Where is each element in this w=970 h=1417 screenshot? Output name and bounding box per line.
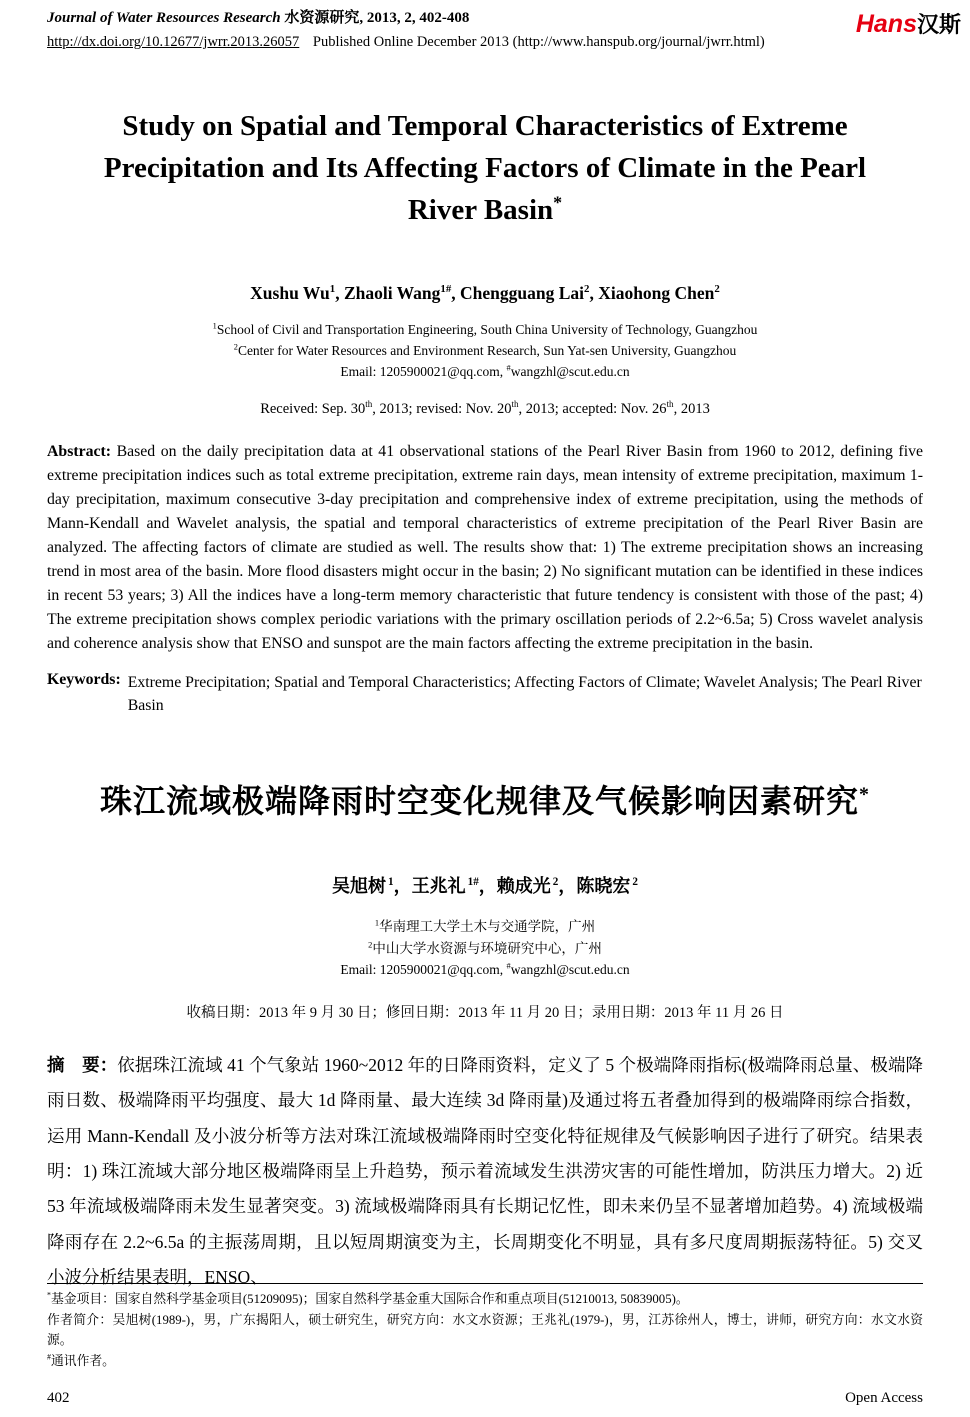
received-dates-en (47, 398, 923, 418)
affiliations-en (47, 320, 923, 383)
author-separator: ， (558, 876, 577, 897)
affiliation-line (47, 916, 923, 938)
article-title-en (75, 105, 895, 231)
journal-title-line (47, 8, 923, 30)
footnote-text: 基金项目：国家自然科学基金项目(51209095)；国家自然科学基金重大国际合作和重点项目(51210013, 50839005)。 (50, 1292, 689, 1307)
affiliation-text: School of Civil and Transportation Engineering, South China University of Technology, Guangzhou (216, 321, 758, 337)
published-online-text: Published Online December 2013 (http://www.hanspub.org/journal/jwrr.html) (312, 33, 765, 50)
author-superscript: 1# (467, 876, 479, 889)
email-text[interactable]: wangzhl@scut.edu.cn (510, 962, 630, 978)
author-name: 陈晓宏 (576, 876, 631, 897)
footnotes (47, 1283, 923, 1371)
author-name: Chengguang Lai (460, 282, 585, 303)
author-name: 王兆礼 (411, 876, 466, 897)
author-name: Zhaoli Wang (343, 282, 441, 303)
affiliation-text: Center for Water Resources and Environment Research, Sun Yat-sen University, Guangzhou (237, 342, 737, 358)
author (598, 283, 720, 303)
journal-header (47, 8, 961, 53)
author-superscript: 2 (584, 283, 590, 296)
footnote-text: 通讯作者。 (50, 1353, 115, 1368)
received-segment: , 2013 (673, 400, 710, 417)
journal-title-en: Journal of Water Resources Research (47, 10, 281, 26)
footnote-text: 作者简介：吴旭树(1989-)，男，广东揭阳人，硕士研究生，研究方向：水文水资源；王兆礼(1979-)，男，江苏徐州人，博士，讲师，研究方向：水文水资源。 (47, 1312, 923, 1348)
author (497, 876, 577, 896)
author-separator: ， (478, 876, 497, 897)
email-line (47, 959, 923, 981)
affiliation-superscript: 1 (374, 918, 380, 928)
affiliations-cn (47, 916, 923, 981)
email-text[interactable]: wangzhl@scut.edu.cn (510, 363, 630, 379)
hans-publisher-logo (856, 6, 961, 42)
received-segment: Received: Sep. 30 (260, 400, 366, 417)
abstract-text-cn: 依据珠江流域 41 个气象站 1960~2012 年的日降雨资料，定义了 5 个极端降雨指标(极端降雨总量、极端降雨日数、极端降雨平均强度、最大 1d 降雨量、最大连续 3d 降雨量)及通过将五者叠加得到的极端降雨综合指数，运用 Mann-Kendall 及小波分析等方法对珠江流域极端降雨时空变化特征规律及气候影响因子进行了研究。结果表明：1) 珠江流域大部分地区极端降雨呈上升趋势，预示着流域发生洪涝灾害的可能性增加，防洪压力增大。2) 近 53 年流域极端降雨未发生显著突变。3) 流域极端降雨具有长期记忆性，即未来仍呈不显著增加趋势。4) 流域极端降雨存在 2.2~6.5a 的主振荡周期，且以短周期演变为主，长周期变化不明显，具有多尺度周期振荡特征。5) 交叉小波分析结果表明，ENSO、 (47, 1054, 924, 1287)
hans-logo-cn-text: 汉斯 (916, 12, 961, 37)
author-name: Xushu Wu (250, 282, 330, 303)
email-text[interactable]: Email: 1205900021@qq.com, (340, 962, 507, 978)
author (576, 876, 638, 896)
affiliation-superscript: 2 (233, 342, 238, 352)
author-separator: , (589, 282, 599, 303)
author-superscript: 1 (329, 283, 336, 296)
article-title-en-text: Study on Spatial and Temporal Characteristics of Extreme Precipitation and Its Affecting Factors of Climate in the Pearl River Basin (103, 109, 867, 226)
journal-title-cn: 水资源研究, 2013, 2, 402-408 (284, 10, 470, 26)
footnote-corresponding-author (47, 1351, 923, 1371)
author-superscript: 2 (552, 876, 559, 889)
title-footnote-marker: * (859, 783, 870, 806)
footnote-author-bio (47, 1310, 923, 1351)
page-footer (47, 1390, 923, 1407)
abstract-en (47, 440, 923, 656)
author-superscript: 1# (440, 283, 452, 296)
page-number: 402 (47, 1390, 70, 1406)
footnote-marker: * (47, 1290, 51, 1300)
affiliation-text: 中山大学水资源与环境研究中心，广州 (372, 940, 602, 956)
email-line (47, 362, 923, 383)
title-footnote-marker: * (553, 192, 563, 213)
author-separator: ， (393, 876, 412, 897)
author (332, 876, 412, 896)
author (344, 283, 460, 303)
abstract-label: Abstract: (47, 442, 112, 460)
ordinal-superscript: th (511, 398, 519, 409)
authors-cn (47, 872, 923, 898)
affiliation-line (47, 341, 923, 362)
author-name: 吴旭树 (332, 876, 387, 897)
email-superscript: # (506, 363, 511, 373)
keywords-label: Keywords: (47, 670, 121, 688)
author (460, 283, 598, 303)
ordinal-superscript: th (365, 398, 373, 409)
received-segment: , 2013; revised: Nov. 20 (372, 400, 512, 417)
open-access-label: Open Access (845, 1390, 923, 1406)
abstract-cn (47, 1048, 923, 1295)
author (250, 283, 344, 303)
footnote-marker: # (47, 1352, 51, 1362)
affiliation-text: 华南理工大学土木与交通学院，广州 (379, 919, 596, 935)
article-title-cn (47, 776, 923, 822)
author-superscript: 2 (632, 876, 638, 889)
received-segment: , 2013; accepted: Nov. 26 (518, 400, 667, 417)
author-separator: , (451, 282, 461, 303)
keywords-en (47, 671, 923, 718)
email-text[interactable]: Email: 1205900021@qq.com, (340, 363, 507, 379)
article-title-cn-text: 珠江流域极端降雨时空变化规律及气候影响因素研究 (100, 783, 860, 820)
affiliation-superscript: 1 (212, 321, 217, 331)
doi-link[interactable]: http://dx.doi.org/10.12677/jwrr.2013.26057 (47, 33, 300, 50)
author-superscript: 1 (388, 876, 394, 889)
received-dates-cn: 收稿日期：2013 年 9 月 30 日；修回日期：2013 年 11 月 20 日；录用日期：2013 年 11 月 26 日 (186, 1004, 784, 1021)
author-superscript: 2 (714, 283, 720, 296)
abstract-label-cn: 摘 要： (47, 1054, 118, 1075)
affiliation-line (47, 938, 923, 960)
keywords-text: Extreme Precipitation; Spatial and Temporal Characteristics; Affecting Factors of Climate; Wavelet Analysis; The Pearl River Basin (127, 673, 922, 715)
author-separator: , (335, 282, 344, 303)
footnote-funding (47, 1289, 923, 1309)
author (412, 876, 497, 896)
email-superscript: # (506, 961, 511, 971)
author-name: Xiaohong Chen (598, 282, 715, 303)
hans-logo-text: Hans (855, 10, 917, 38)
ordinal-superscript: th (666, 398, 674, 409)
author-name: 赖成光 (496, 876, 551, 897)
abstract-text: Based on the daily precipitation data at 41 observational stations of the Pearl River Basin from 1960 to 2012, defining five extreme precipitation indices such as total extreme precipitation, extreme rain days, mean intensity of extreme precipitation, maximum 1-day precipitation, maximum consecutive 3-day precipitation and comprehensive index of extreme precipitation, using the methods of Mann-Kendall and Wavelet analysis, the spatial and temporal characteristics of extreme precipitation of the Pearl River Basin are analyzed. The affecting factors of climate are studied as well. The results show that: 1) The extreme precipitation shows an increasing trend in most area of the basin. More flood disasters might occur in the basin; 2) No significant mutation can be identified in these indices in recent 53 years; 3) All the indices have a long-term memory characteristic that future tendency is consistent with those of the past; 4) The extreme precipitation shows complex periodic variations with the primary oscillation periods of 2.2~6.5a; 5) Cross wavelet analysis and coherence analysis show that ENSO and sunspot are the main factors affecting the extreme precipitation in the basin. (47, 442, 923, 652)
affiliation-superscript: 2 (368, 940, 373, 950)
doi-line (47, 32, 923, 53)
authors-en (47, 283, 923, 304)
affiliation-line (47, 320, 923, 341)
